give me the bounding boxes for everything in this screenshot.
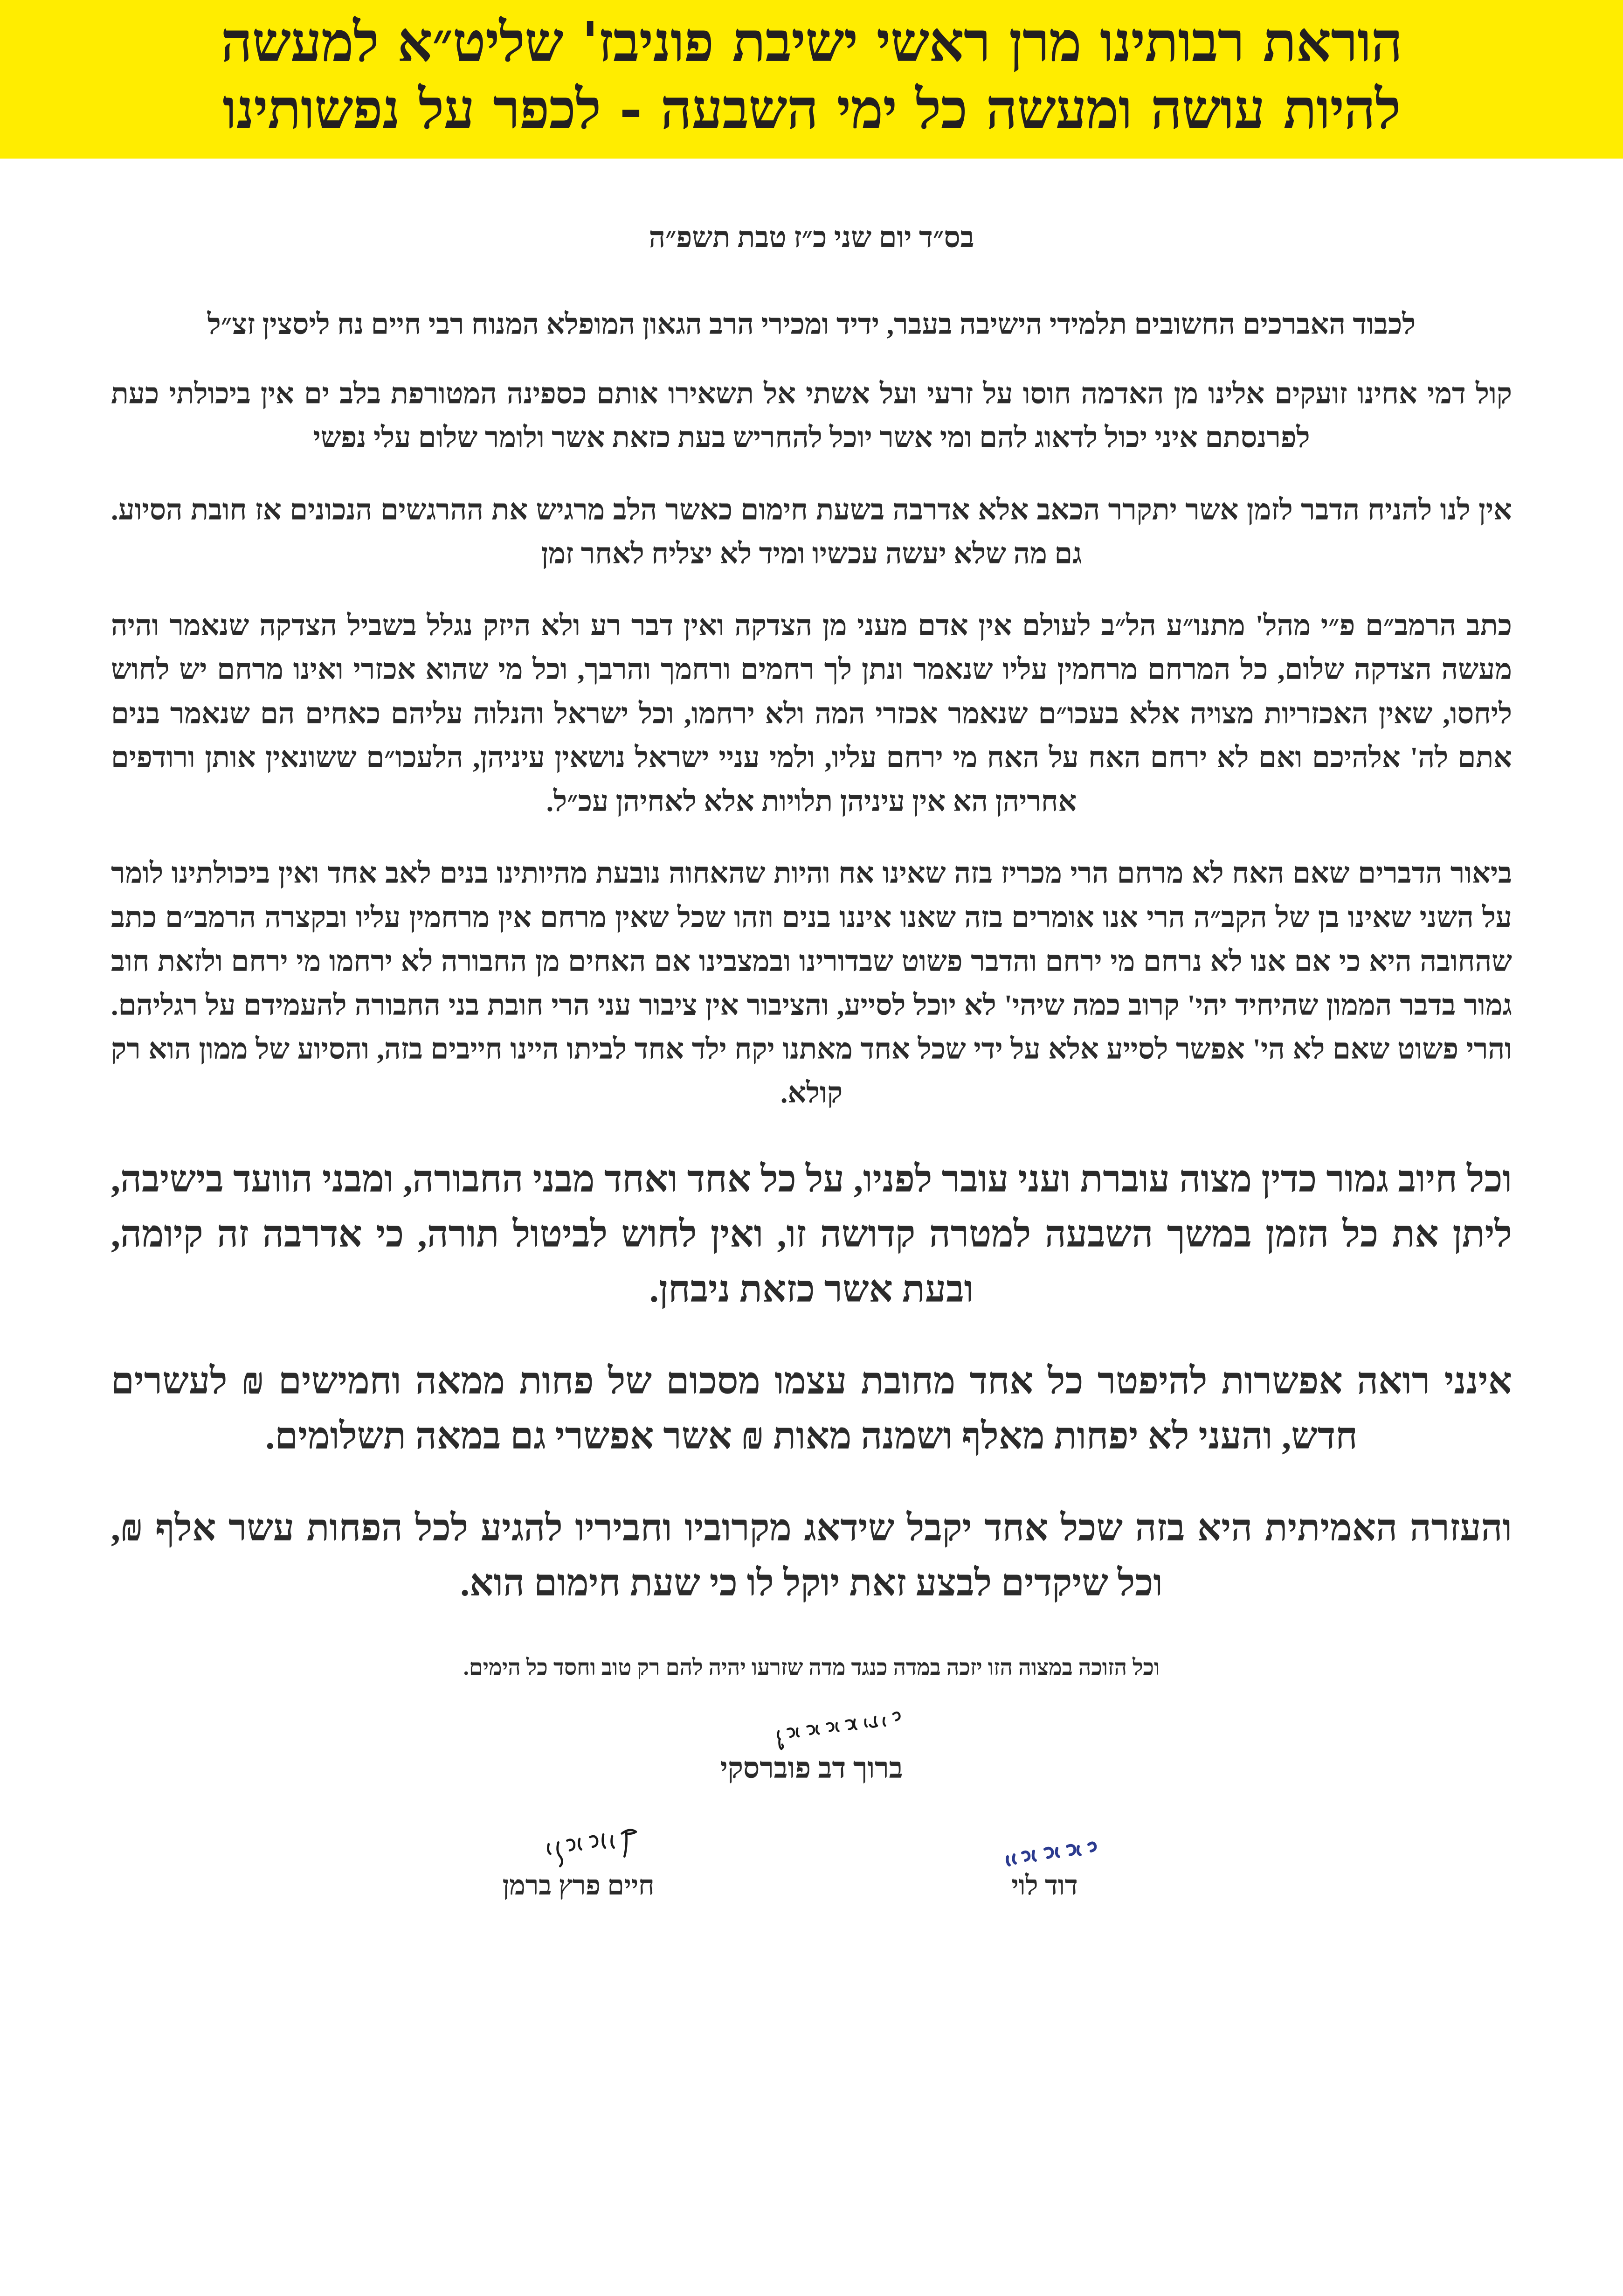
letter-emphasized-paragraph: אינני רואה אפשרות להיפטר כל אחד מחובת עצמו מסכום של פחות ממאה וחמישים ₪ לעשרים חדש, והעני לא יפחות מאלף ושמנה מאות ₪ אשר אפשרי גם במאה תשלומים.	[111, 1360, 1512, 1457]
letter-body	[0, 219, 1623, 1901]
letter-closing-line: וכל הזוכה במצוה הזו יזכה במדה כנגד מדה שזרעו יהיה להם רק טוב וחסד כל הימים.	[463, 1655, 1160, 1680]
primary-signature-block	[111, 1706, 1512, 1784]
letter-greeting: לכבוד האברכים החשובים תלמידי הישיבה בעבר, ידיד ומכירי הרב הגאון המופלא המנוח רבי חיים נח ליסצין זצ״ל	[207, 308, 1416, 340]
letter-emphasized-paragraph: והעזרה האמיתית היא בזה שכל אחד יקבל שידאג מקרוביו וחביריו להגיע לכל הפחות עשר אלף ₪, וכל שיקדים לבצע זאת יוקל לו כי שעת חימום הוא.	[111, 1507, 1512, 1604]
hebrew-date-line: בס״ד יום שני כ״ז טבת תשפ״ה	[649, 222, 974, 254]
header-banner	[0, 0, 1623, 159]
cosignature-block-david-levi	[882, 1821, 1208, 1901]
letter-paragraph: כתב הרמב״ם פ״י מהל' מתנו״ע הל״ב לעולם אין אדם מעני מן הצדקה ואין דבר רע ולא היזק נגלל בשביל הצדקה שנאמר והיה מעשה הצדקה שלום, כל המרחם מרחמין עליו שנאמר ונתן לך רחמים ורחמך והרבך, וכל מי שהוא אכזרי ואינו מרחם יש לחוש ליחסו, שאין האכזריות מצויה אלא בעכו״ם שנאמר אכזרי המה ולא ירחמו, וכל ישראל והנלוה עליהם כאחים הם שנאמר בנים אתם לה' אלהיכם ואם לא ירחם האח על האח מי ירחם עליו, ולמי עניי ישראל נושאין עיניהן, הלעכו״ם ששונאין אותן ורודפים אחריהן הא אין עיניהן תלויות אלא לאחיהן עכ״ל.	[111, 610, 1512, 818]
handwritten-signature-icon	[714, 1706, 910, 1751]
cosignature-row	[111, 1821, 1512, 1901]
cosignature-name: חיים פרץ ברמן	[502, 1870, 655, 1901]
handwritten-signature-icon	[509, 1821, 649, 1870]
letter-paragraph: אין לנו להניח הדבר לזמן אשר יתקרר הכאב אלא אדרבה בשעת חימום כאשר הלב מרגיש את ההרגשים הנכונים אז חובת הסיוע. גם מה שלא יעשה עכשיו ומיד לא יצליח לאחר זמן	[111, 494, 1512, 570]
handwritten-signature-icon	[989, 1832, 1101, 1870]
banner-title-line-1: הוראת רבותינו מרן ראשי ישיבת פוניבז' שליט״א למעשה	[221, 9, 1402, 74]
letter-paragraph: קול דמי אחינו זועקים אלינו מן האדמה חוסו על זרעי ועל אשתי אל תשאירו אותם כספינה המטורפת בלב ים אין ביכולתי כעת לפרנסתם איני יכול לדאוג להם ומי אשר יוכל להחריש בעת כזאת אשר ולומר שלום עלי נפשי	[111, 378, 1512, 454]
cosignature-block-chaim-peretz-berman	[415, 1821, 742, 1901]
cosignature-name: דוד לוי	[1011, 1870, 1078, 1901]
letter-paragraph: ביאור הדברים שאם האח לא מרחם הרי מכריז בזה שאינו אח והיות שהאחוה נובעת מהיותינו בנים לאב אחד ואין ביכולתינו לומר על השני שאינו בן של הקב״ה הרי אנו אומרים בזה שאנו איננו בנים וזהו שכל שאין מרחם אין מרחמין עליו ובקצרה הרמב״ם כתב שהחובה היא כי אם אנו לא נרחם מי ירחם והדבר פשוט שבדורינו ובמצבינו אם האחים מן החבורה לא ירחמו מי ירחם ולזאת חוב גמור בדבר הממון שהיחיד יהי' קרוב כמה שיהי' לא יוכל לסייע, והציבור אין ציבור עני הרי חובת בני החבורה להעמידם על רגליהם. והרי פשוט שאם לא הי' אפשר לסייע אלא על ידי שכל אחד מאתנו יקח ילד אחד לביתו היינו חייבים בזה, והסיוע של ממון הוא רק קולא.	[111, 858, 1512, 1110]
primary-signature-name: ברוך דב פוברסקי	[720, 1753, 903, 1785]
banner-title-line-2: להיות עושה ומעשה כל ימי השבעה - לכפר על נפשותינו	[222, 76, 1401, 141]
letter-emphasized-paragraph: וכל חיוב גמור כדין מצוה עוברת ועני עובר לפניו, על כל אחד ואחד מבני החבורה, ומבני הוועד בישיבה, ליתן את כל הזמן במשך השבעה למטרה קדושה זו, ואין לחוש לביטול תורה, כי אדרבה זה קיומה, ובעת אשר כזאת ניבחן.	[111, 1158, 1512, 1311]
